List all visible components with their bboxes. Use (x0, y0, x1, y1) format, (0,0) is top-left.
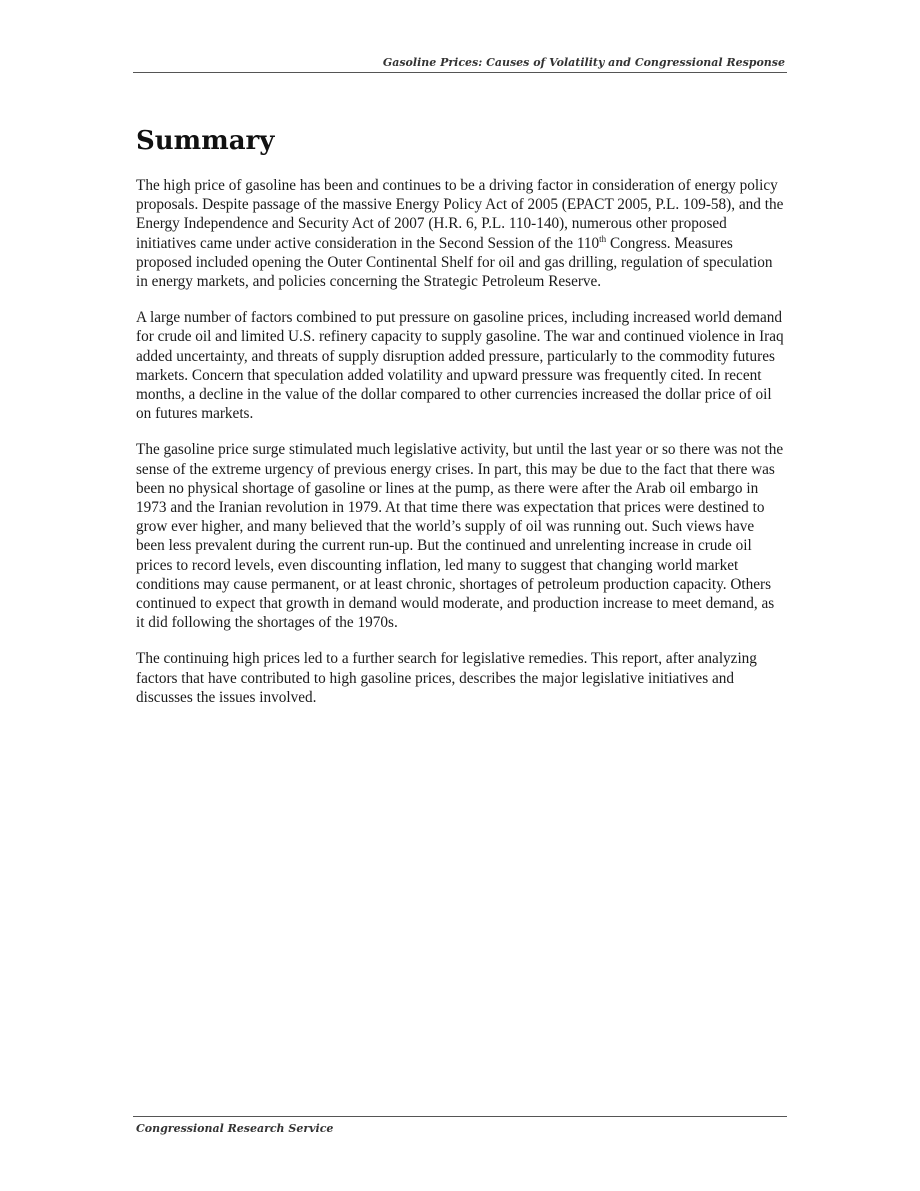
running-header-title: Gasoline Prices: Causes of Volatility and Congressional Response (382, 56, 785, 69)
paragraph-1 (136, 176, 784, 291)
ordinal-superscript: th (599, 233, 607, 244)
paragraph-1-text-end: Congress. Measures proposed included opening the Outer Continental Shelf for oil and gas drilling, regulation of speculation in energy markets, and policies concerning the Strategic Petroleum Reserve. (136, 234, 773, 291)
paragraph-4: The continuing high prices led to a further search for legislative remedies. This report, after analyzing factors that have contributed to high gasoline prices, describes the major legislative initiatives and discusses the issues involved. (136, 650, 757, 706)
footer-publisher: Congressional Research Service (136, 1122, 334, 1135)
running-footer (133, 1116, 787, 1136)
paragraph-3: The gasoline price surge stimulated much legislative activity, but until the last year or so there was not the sense of the extreme urgency of previous energy crises. In part, this may be due to the fact that there was been no physical shortage of gasoline or lines at the pump, as there were after the Arab oil embargo in 1973 and the Iranian revolution in 1979. At that time there was expectation that prices were destined to grow ever higher, and many believed that the world’s supply of oil was running out. Such views have been less prevalent during the current run-up. But the continued and unrelenting increase in crude oil prices to record levels, even discounting inflation, led many to suggest that changing world market conditions may cause permanent, or at least chronic, shortages of petroleum production capacity. Others continued to expect that growth in demand would moderate, and production increase to meet demand, as it did following the shortages of the 1970s. (136, 441, 784, 632)
paragraph-2: A large number of factors combined to put pressure on gasoline prices, including increased world demand for crude oil and limited U.S. refinery capacity to supply gasoline. The war and continued violence in Iraq added uncertainty, and threats of supply disruption added pressure, particularly to the commodity futures markets. Concern that speculation added volatility and upward pressure was frequently cited. In recent months, a decline in the value of the dollar compared to other currencies increased the dollar price of oil on futures markets. (136, 309, 784, 423)
running-header (133, 56, 787, 73)
summary-body (136, 176, 784, 724)
paragraph-1-text-start: The high price of gasoline has been and continues to be a driving factor in consideration of energy policy proposals. Despite passage of the massive Energy Policy Act of 2005 (EPACT 2005, P.L. 109-58), and the Energy Independence and Security Act of 2007 (H.R. 6, P.L. 110-140), numerous other proposed initiatives came under active consideration in the Second Session of the 110 (136, 177, 784, 252)
page-title: Summary (136, 126, 275, 156)
